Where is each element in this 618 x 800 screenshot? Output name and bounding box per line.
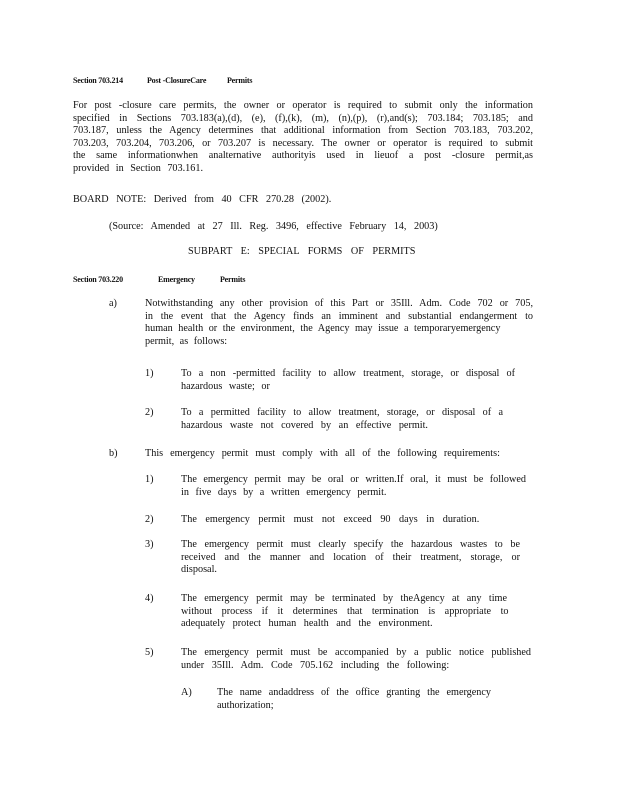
- body-line: under 35Ill. Adm. Code 705.162 including the following:: [181, 659, 450, 671]
- body-line: the same informationwhen analternative authorityis used in lieuof a post -closure permit,as: [73, 150, 533, 162]
- section-heading-703-214: [73, 76, 252, 85]
- item-b5-body: [181, 647, 531, 672]
- body-line: in the event that the Agency finds an imminent and substantial endangerment to: [145, 310, 533, 322]
- section-number: Section 703.220: [73, 275, 123, 284]
- body-line: The emergency permit may be terminated by theAgency at any time: [181, 593, 507, 604]
- body-line: The emergency permit must clearly specify the hazardous wastes to be: [181, 539, 520, 550]
- item-a1-body: [181, 368, 515, 393]
- subpart-heading: SUBPART E: SPECIAL FORMS OF PERMITS: [188, 246, 416, 257]
- section-title-2: Permits: [220, 275, 246, 284]
- section-number: Section 703.214: [73, 76, 123, 85]
- body-line: The emergency permit may be oral or written.If oral, it must be followed: [181, 474, 526, 485]
- item-b1-body: [181, 474, 526, 499]
- body-line: adequately protect human health and the environment.: [181, 618, 433, 630]
- subsection-a-body: [145, 298, 533, 348]
- item-b2-body: The emergency permit must not exceed 90 days in duration.: [181, 514, 480, 525]
- item-b5-marker: 5): [145, 647, 154, 658]
- body-line: For post -closure care permits, the owner or operator is required to submit only the information: [73, 100, 533, 111]
- board-note: BOARD NOTE: Derived from 40 CFR 270.28 (2002).: [73, 194, 332, 205]
- body-line: received and the manner and location of their treatment, storage, or: [181, 551, 520, 563]
- item-b5a-marker: A): [181, 687, 192, 698]
- body-line: specified in Sections 703.183(a),(d), (e), (f),(k), (m), (n),(p), (r),and(s); 703.184; 703.185; and: [73, 112, 533, 124]
- item-b3-marker: 3): [145, 539, 154, 550]
- item-b3-body: [181, 539, 520, 577]
- body-line: human health or the environment, the Agency may issue a temporaryemergency: [145, 323, 501, 335]
- body-line: authorization;: [217, 699, 274, 711]
- item-b1-marker: 1): [145, 474, 154, 485]
- section-heading-703-220: [73, 275, 245, 284]
- body-line: To a non -permitted facility to allow treatment, storage, or disposal of: [181, 368, 515, 379]
- item-a2-marker: 2): [145, 407, 154, 418]
- body-line: without process if it determines that termination is appropriate to: [181, 605, 509, 617]
- body-line: hazardous waste not covered by an effective permit.: [181, 419, 428, 431]
- body-line: The name andaddress of the office granting the emergency: [217, 687, 491, 698]
- body-line: 703.187, unless the Agency determines that additional information from Section 703.183, 703.202,: [73, 125, 533, 137]
- item-b5a-body: [217, 687, 491, 712]
- section-title-2: Permits: [227, 76, 253, 85]
- section-703-214-body: [73, 100, 533, 176]
- body-line: Notwithstanding any other provision of this Part or 35Ill. Adm. Code 702 or 705,: [145, 298, 533, 309]
- source-note: (Source: Amended at 27 Ill. Reg. 3496, effective February 14, 2003): [109, 221, 438, 232]
- body-line: hazardous waste; or: [181, 380, 270, 392]
- item-b4-marker: 4): [145, 593, 154, 604]
- body-line: To a permitted facility to allow treatment, storage, or disposal of a: [181, 407, 503, 418]
- subsection-b-body: This emergency permit must comply with all of the following requirements:: [145, 448, 500, 459]
- body-line: The emergency permit must be accompanied by a public notice published: [181, 647, 531, 658]
- body-line: disposal.: [181, 564, 217, 576]
- subsection-b-marker: b): [109, 448, 118, 459]
- subsection-a-marker: a): [109, 298, 117, 309]
- item-b4-body: [181, 593, 507, 631]
- item-b2-marker: 2): [145, 514, 154, 525]
- body-line: permit, as follows:: [145, 335, 228, 347]
- body-line: 703.203, 703.204, 703.206, or 703.207 is necessary. The owner or operator is required to submit: [73, 137, 533, 149]
- item-a1-marker: 1): [145, 368, 154, 379]
- section-title: Emergency: [158, 275, 195, 284]
- body-line: in five days by a written emergency permit.: [181, 486, 387, 498]
- item-a2-body: [181, 407, 503, 432]
- body-line: provided in Section 703.161.: [73, 162, 203, 174]
- section-title: Post -ClosureCare: [147, 76, 207, 85]
